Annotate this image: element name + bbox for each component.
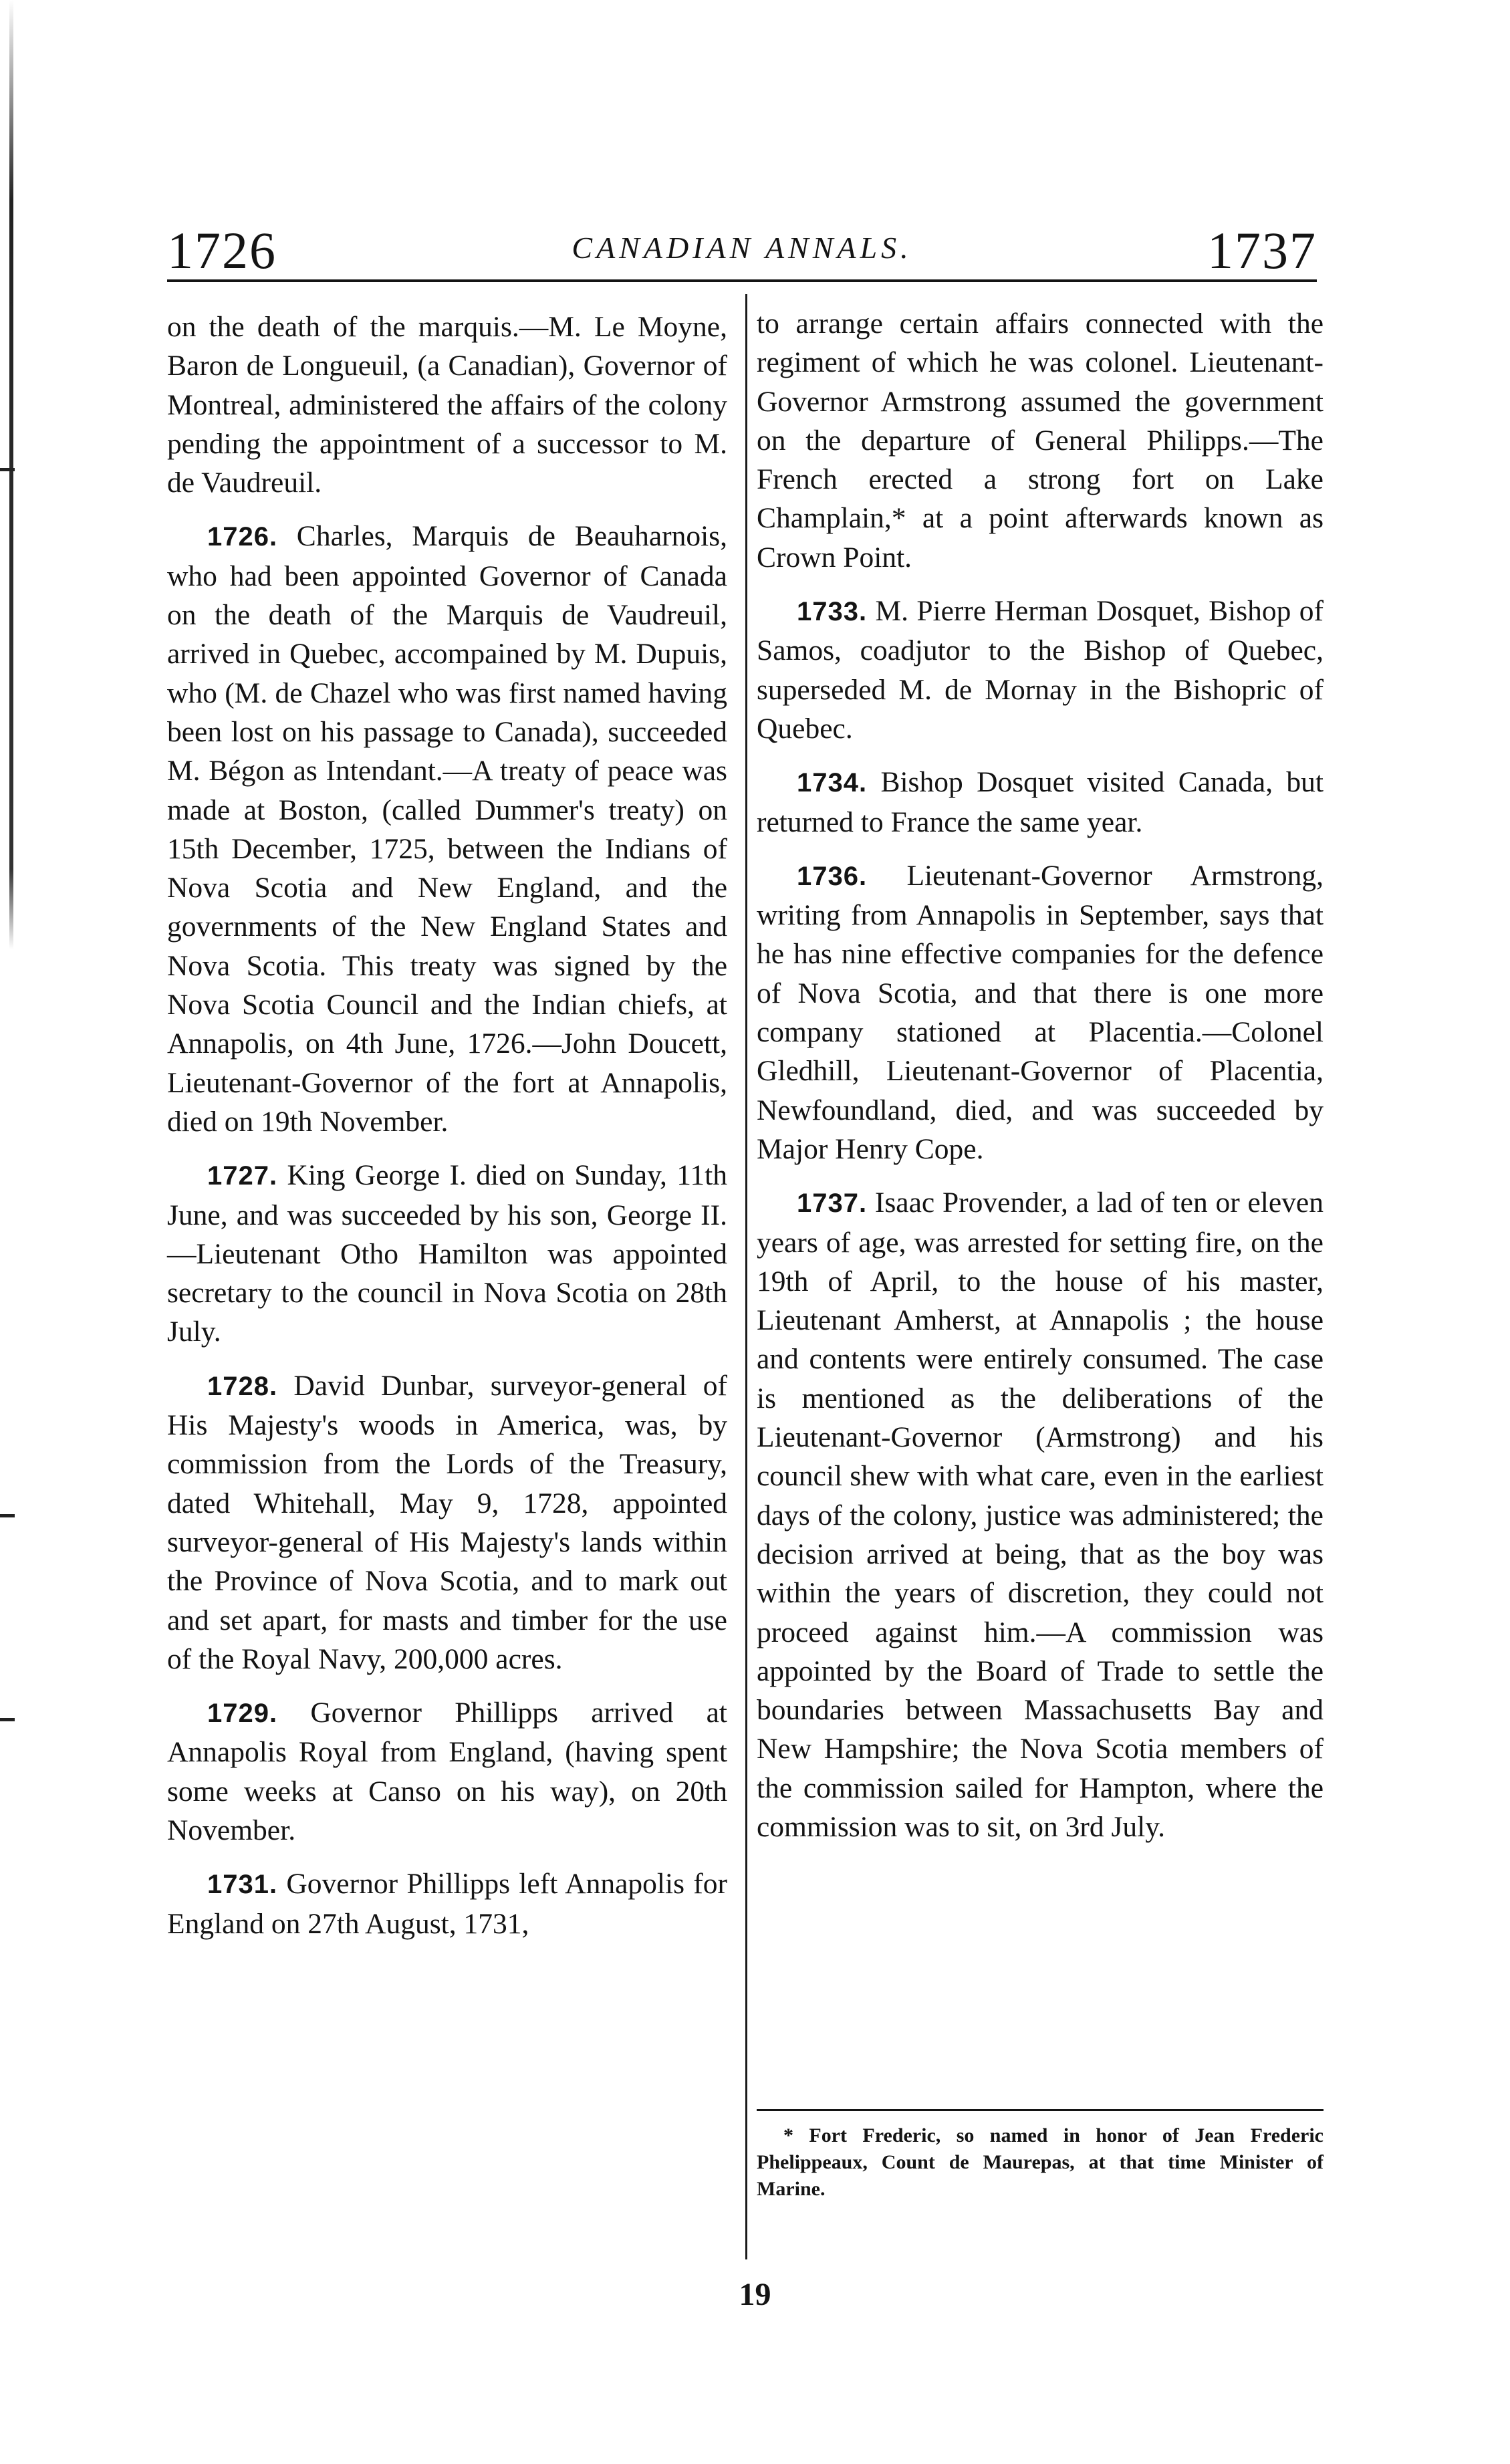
entry-text: Charles, Marquis de Beauharnois, who had been appointed Governor of Canada on the death of the Marquis de Vaudreuil, arrived in Quebec, accompained by M. Dupuis, who (M. de Chazel who was first named having been lost on his passage to Canada), succeeded M. Bégon as Intendant.—A treaty of peace was made at Boston, (called Dummer's treaty) on 15th December, 1725, between the Indians of Nova Scotia and New England, and the governments of the New England States and Nova Scotia. This treaty was signed by the Nova Scotia Council and the Indian chiefs, at Annapolis, on 4th June, 1726.—John Doucett, Lieutenant-Governor of the fort at Annapolis, died on 19th November. xyxy=(167,520,727,1138)
page-edge-line xyxy=(9,0,13,2464)
entry-text: M. Pierre Herman Dosquet, Bishop of Samos, coadjutor to the Bishop of Quebec, superseded M. de Mornay in the Bishopric of Quebec. xyxy=(757,595,1324,745)
entry-text: Bishop Dosquet visited Canada, but returned to France the same year. xyxy=(757,766,1324,838)
annal-entry xyxy=(167,1864,727,1943)
right-column xyxy=(757,304,1324,1861)
annal-entry xyxy=(757,856,1324,1168)
entry-text: Governor Phillipps arrived at Annapolis Royal from England, (having spent some weeks at Canso on his way), on 20th November. xyxy=(167,1697,727,1846)
header-year-left: 1726 xyxy=(167,221,277,279)
footnote: * Fort Frederic, so named in honor of Jean Frederic Phelippeaux, Count de Maurepas, at that time Minister of Marine. xyxy=(757,2124,1324,2200)
entry-year: 1733. xyxy=(797,597,868,627)
left-column xyxy=(167,307,727,1958)
entry-year: 1728. xyxy=(207,1371,278,1401)
paragraph xyxy=(757,304,1324,577)
annal-entry xyxy=(757,592,1324,748)
annal-entry xyxy=(757,763,1324,842)
footnote-rule xyxy=(757,2109,1324,2111)
edge-tick-mark xyxy=(0,468,15,471)
page-number: 19 xyxy=(739,2277,771,2312)
entry-text: Isaac Provender, a lad of ten or eleven years of age, was arrested for setting fire, on the 19th of April, to the house of his master, Lieutenant Amherst, at Annapolis ; the house and contents were entirely consumed. The case is mentioned as the deliberations of the Lieutenant-Governor (Armstrong) and his council shew with what care, even in the earliest days of the colony, justice was administered; the decision arrived at being, that as the boy was within the years of discretion, they could not proceed against him.—A commission was appointed by the Board of Trade to settle the boundaries between Massachusetts Bay and New Hampshire; the Nova Scotia members of the commission sailed for Hampton, where the commission was to sit, on 3rd July. xyxy=(757,1187,1324,1843)
entry-text: Governor Phillipps left Annapolis for England on 27th August, 1731, xyxy=(167,1868,727,1940)
annal-entry xyxy=(167,1693,727,1850)
edge-tick-mark xyxy=(0,1718,15,1721)
paragraph-text: on the death of the marquis.—M. Le Moyne, Baron de Longueuil, (a Canadian), Governor of Montreal, administered the affairs of the colony pending the appointment of a successor to M. de Vaudreuil. xyxy=(167,311,727,499)
header-title: CANADIAN ANNALS. xyxy=(572,231,912,265)
entry-text: Lieutenant-Governor Armstrong, writing from Annapolis in September, says that he has nine effective companies for the defence of Nova Scotia, and that there is one more company stationed at Placentia.—Colonel Gledhill, Lieutenant-Governor of Placentia, Newfoundland, died, and was succeeded by Major Henry Cope. xyxy=(757,859,1324,1165)
entry-year: 1731. xyxy=(207,1870,278,1900)
annal-entry xyxy=(757,1183,1324,1846)
column-divider xyxy=(745,294,747,2259)
entry-year: 1737. xyxy=(797,1189,868,1219)
running-header xyxy=(167,221,1317,294)
header-year-right: 1737 xyxy=(1207,221,1317,279)
annal-entry xyxy=(167,1156,727,1351)
entry-text: David Dunbar, surveyor-general of His Majesty's woods in America, was, by commission from the Lords of the Treasury, dated Whitehall, May 9, 1728, appointed surveyor-general of His Majesty's lands within the Province of Nova Scotia, and to mark out and set apart, for masts and timber for the use of the Royal Navy, 200,000 acres. xyxy=(167,1369,727,1675)
entry-year: 1729. xyxy=(207,1699,278,1729)
paragraph xyxy=(167,307,727,502)
annal-entry xyxy=(167,517,727,1141)
annal-entry xyxy=(167,1366,727,1679)
edge-tick-mark xyxy=(0,1514,15,1517)
entry-text: King George I. died on Sunday, 11th June, and was succeeded by his son, George II.—Lieutenant Otho Hamilton was appointed secretary to the council in Nova Scotia on 28th July. xyxy=(167,1159,727,1348)
header-rule xyxy=(167,279,1317,282)
entry-year: 1727. xyxy=(207,1161,278,1191)
paragraph-text: to arrange certain affairs connected with the regiment of which he was colonel. Lieutenant-Governor Armstrong assumed the government on the departure of General Philipps.—The French erected a strong fort on Lake Champlain,* at a point afterwards known as Crown Point. xyxy=(757,307,1324,574)
entry-year: 1726. xyxy=(207,522,278,552)
entry-year: 1734. xyxy=(797,768,868,798)
entry-year: 1736. xyxy=(797,861,868,891)
